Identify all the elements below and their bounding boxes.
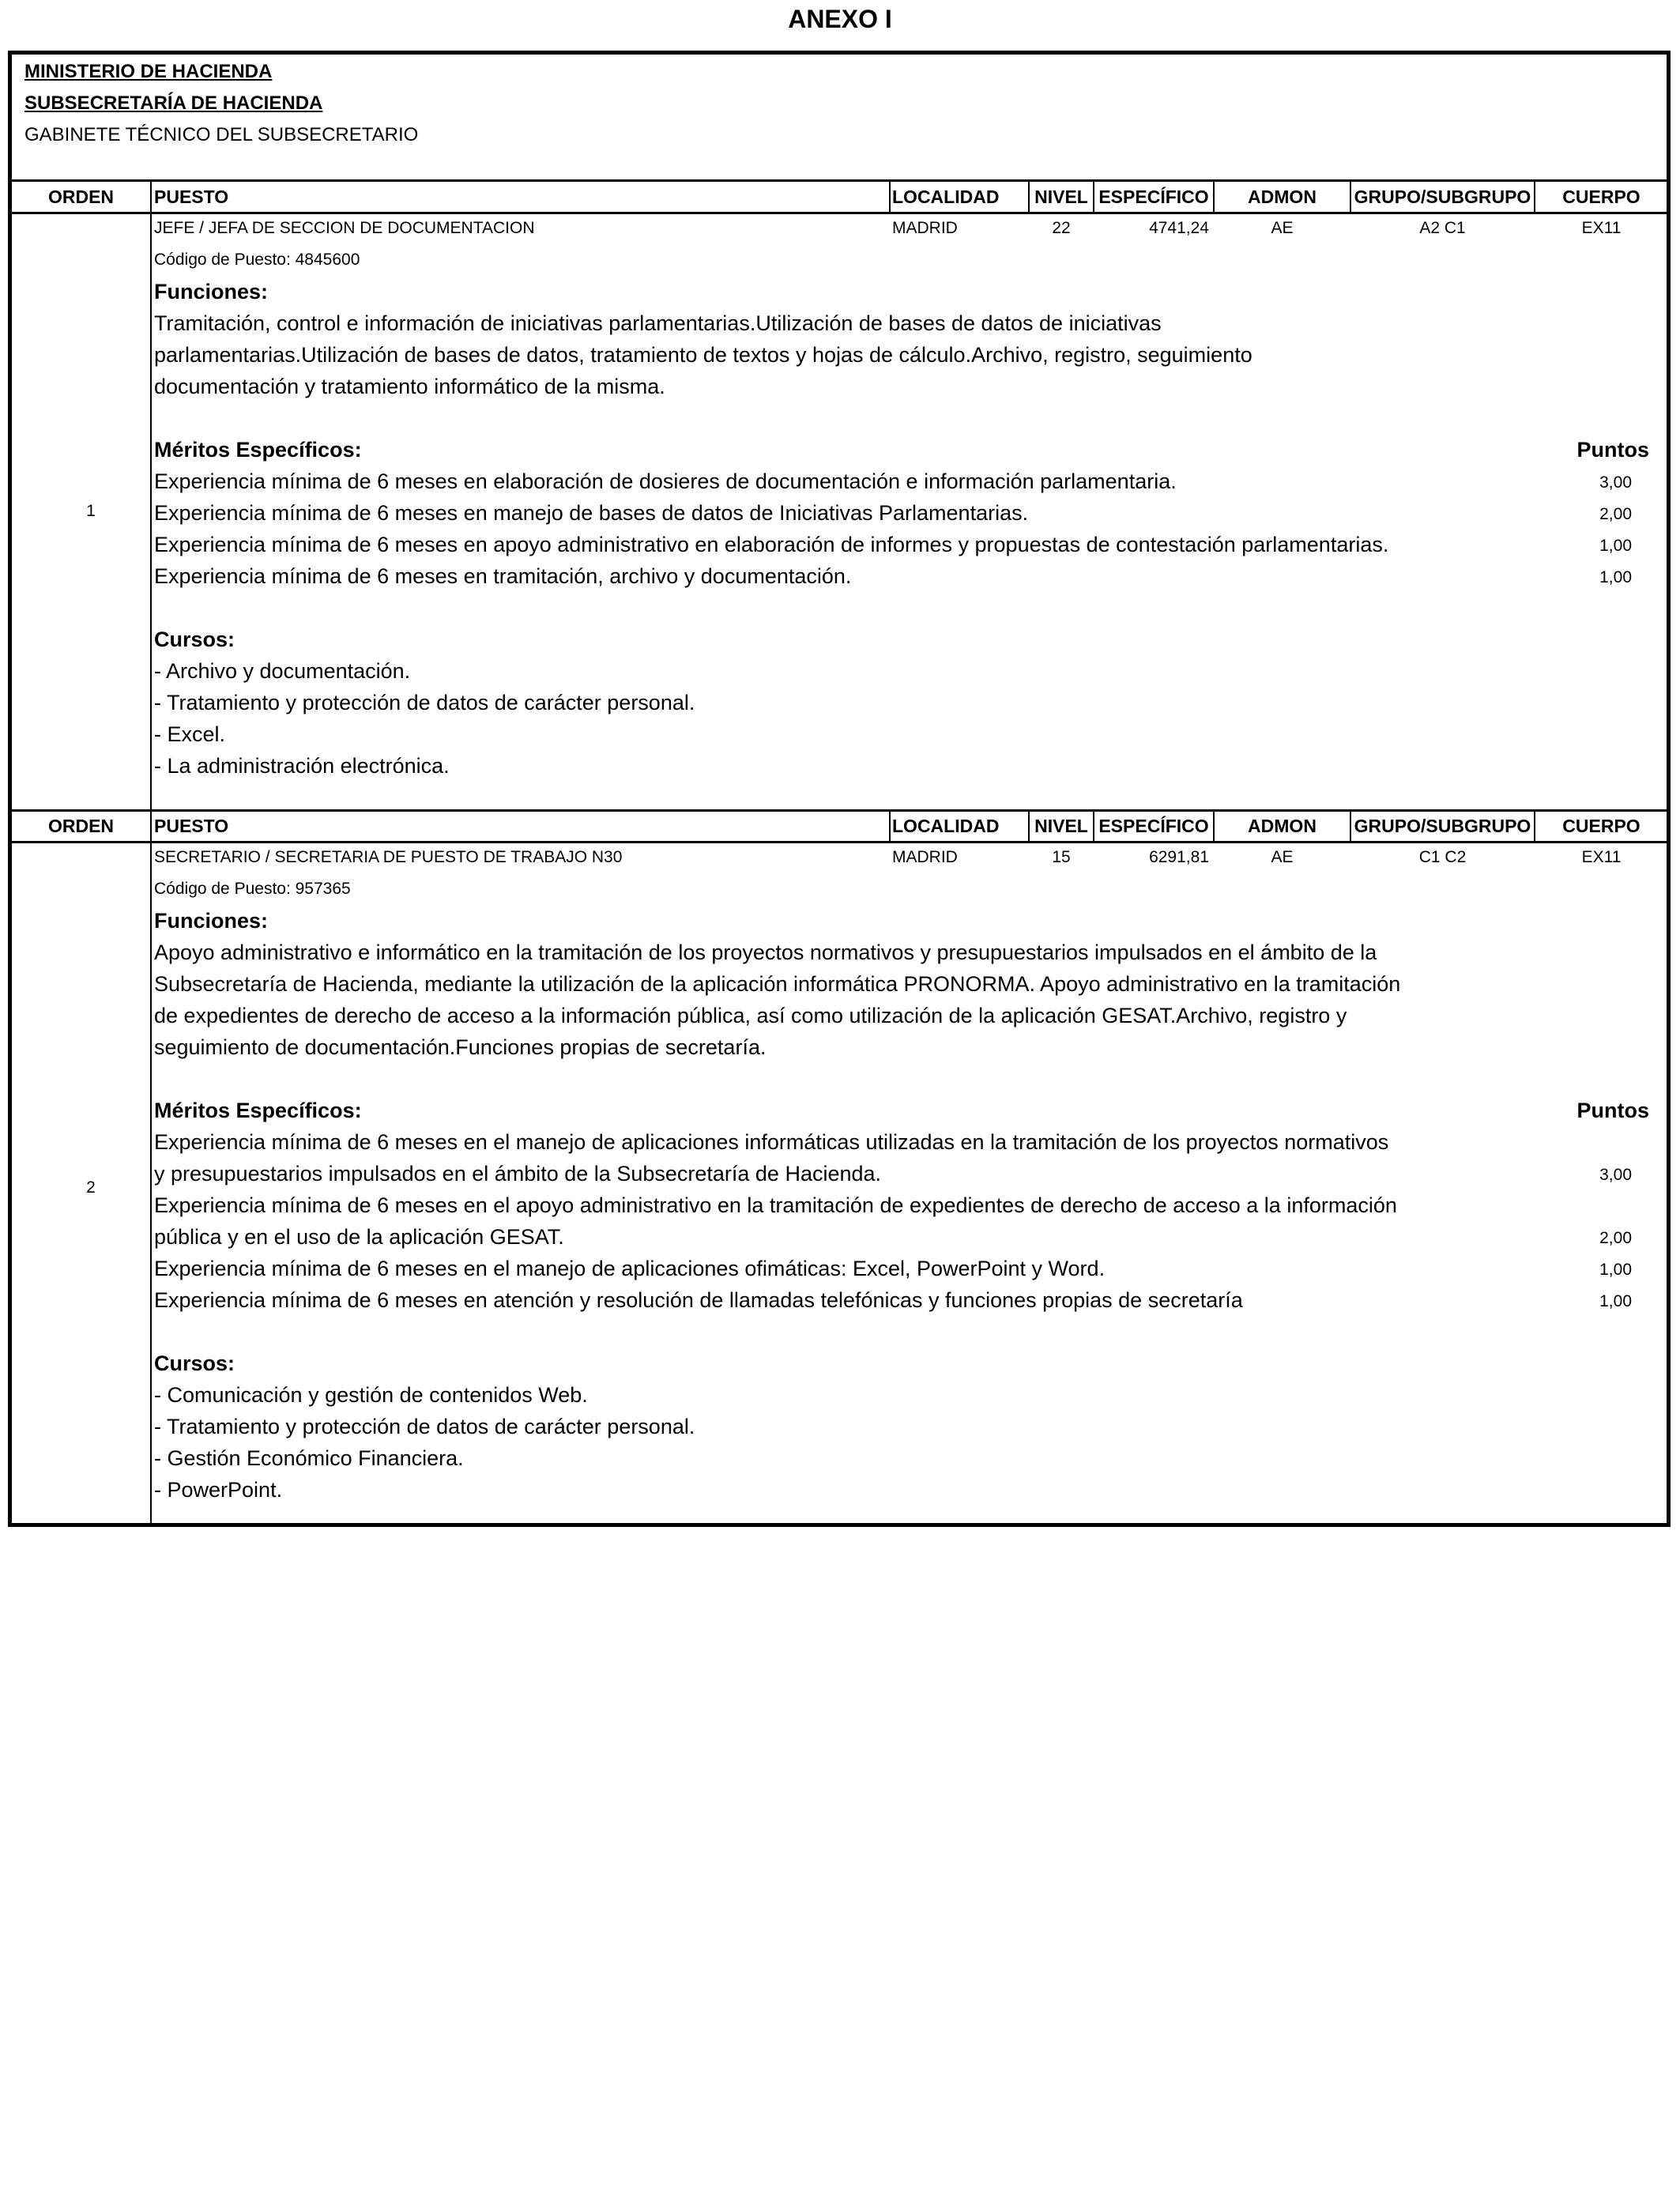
header-admon: ADMON	[1248, 816, 1317, 836]
merito-puntos: 3,00	[1599, 473, 1632, 492]
header-nivel: NIVEL	[1034, 816, 1088, 836]
header-divider	[889, 810, 891, 842]
header-top-rule	[12, 179, 1667, 182]
puntos-label: Puntos	[1576, 1099, 1649, 1122]
subsecretariat-name: SUBSECRETARÍA DE HACIENDA	[24, 92, 323, 114]
orden-number: 2	[86, 1178, 96, 1197]
puesto-localidad: MADRID	[892, 219, 958, 237]
header-especifico: ESPECÍFICO	[1098, 816, 1209, 836]
position-table	[8, 51, 1671, 1527]
header-nivel: NIVEL	[1034, 187, 1088, 207]
merito-line: pública y en el uso de la aplicación GESAT.	[154, 1225, 564, 1249]
funciones-line: Tramitación, control e información de iniciativas parlamentarias.Utilización de bases de datos de iniciativas	[154, 311, 1162, 335]
puesto-name: JEFE / JEFA DE SECCION DE DOCUMENTACION	[154, 219, 535, 237]
puesto-admon: AE	[1271, 219, 1294, 237]
curso-item: - Archivo y documentación.	[154, 659, 411, 683]
funciones-line: Subsecretaría de Hacienda, mediante la utilización de la aplicación informática PRONORMA. Apoyo administrativo en la tramitación	[154, 972, 1401, 996]
header-divider	[889, 181, 891, 213]
header-localidad: LOCALIDAD	[892, 187, 1000, 207]
curso-item: - PowerPoint.	[154, 1478, 283, 1502]
funciones-line: Apoyo administrativo e informático en la tramitación de los proyectos normativos y presupuestarios impulsados en el ámbito de la	[154, 941, 1377, 964]
puesto-nivel: 22	[1052, 219, 1071, 237]
header-orden: ORDEN	[47, 816, 115, 836]
puntos-label: Puntos	[1576, 438, 1649, 462]
header-especifico: ESPECÍFICO	[1098, 187, 1209, 207]
funciones-line: parlamentarias.Utilización de bases de datos, tratamiento de textos y hojas de cálculo.Archivo, registro, seguimiento	[154, 343, 1252, 367]
header-orden: ORDEN	[47, 187, 115, 207]
ministry-name: MINISTERIO DE HACIENDA	[24, 61, 273, 82]
funciones-line: de expedientes de derecho de acceso a la información pública, así como utilización de la aplicación GESAT.Archivo, registro y	[154, 1004, 1347, 1027]
curso-item: - Comunicación y gestión de contenidos Web.	[154, 1383, 588, 1407]
merito-puntos: 2,00	[1599, 1229, 1632, 1247]
puesto-grupo: A2 C1	[1419, 219, 1466, 237]
header-cuerpo: CUERPO	[1562, 816, 1640, 836]
merito-line: Experiencia mínima de 6 meses en elaboración de dosieres de documentación e información parlamentaria.	[154, 469, 1177, 493]
merito-line: Experiencia mínima de 6 meses en el manejo de aplicaciones informáticas utilizadas en la tramitación de los proyectos normativos	[154, 1130, 1389, 1154]
merito-line: y presupuestarios impulsados en el ámbito de la Subsecretaría de Hacienda.	[154, 1162, 882, 1186]
puesto-name: SECRETARIO / SECRETARIA DE PUESTO DE TRABAJO N30	[154, 848, 623, 866]
meritos-label: Méritos Específicos:	[154, 1099, 362, 1122]
merito-line: Experiencia mínima de 6 meses en el apoyo administrativo en la tramitación de expedientes de derecho de acceso a la información	[154, 1193, 1397, 1217]
document-title: ANEXO I	[788, 5, 892, 33]
merito-puntos: 1,00	[1599, 1261, 1632, 1279]
merito-line: Experiencia mínima de 6 meses en atención y resolución de llamadas telefónicas y funciones propias de secretaría	[154, 1288, 1243, 1312]
puesto-grupo: C1 C2	[1418, 848, 1467, 866]
puesto-cuerpo: EX11	[1581, 848, 1622, 866]
merito-line: Experiencia mínima de 6 meses en el manejo de aplicaciones ofimáticas: Excel, PowerPoint y Word.	[154, 1257, 1106, 1280]
funciones-label: Funciones:	[154, 280, 269, 303]
header-cuerpo: CUERPO	[1562, 187, 1640, 207]
puesto-localidad: MADRID	[892, 848, 958, 866]
puesto-especifico: 4741,24	[1149, 219, 1209, 237]
curso-item: - Gestión Económico Financiera.	[154, 1446, 464, 1470]
puesto-especifico: 6291,81	[1149, 848, 1209, 866]
cursos-label: Cursos:	[154, 628, 235, 651]
header-grupo: GRUPO/SUBGRUPO	[1354, 187, 1531, 207]
merito-line: Experiencia mínima de 6 meses en tramitación, archivo y documentación.	[154, 564, 852, 588]
merito-line: Experiencia mínima de 6 meses en manejo de bases de datos de Iniciativas Parlamentarias.	[154, 501, 1029, 525]
orden-column-divider	[150, 181, 152, 1527]
office-name: GABINETE TÉCNICO DEL SUBSECRETARIO	[24, 124, 419, 145]
curso-item: - La administración electrónica.	[154, 754, 450, 778]
merito-line: Experiencia mínima de 6 meses en apoyo administrativo en elaboración de informes y propuestas de contestación parlamentarias.	[154, 533, 1389, 556]
puesto-nivel: 15	[1052, 848, 1071, 866]
header-admon: ADMON	[1248, 187, 1317, 207]
merito-puntos: 3,00	[1599, 1166, 1632, 1184]
curso-item: - Excel.	[154, 722, 226, 746]
meritos-label: Méritos Específicos:	[154, 438, 362, 462]
merito-puntos: 1,00	[1599, 537, 1632, 555]
header-localidad: LOCALIDAD	[892, 816, 1000, 836]
merito-puntos: 1,00	[1599, 1292, 1632, 1310]
puesto-cuerpo: EX11	[1581, 219, 1622, 237]
puesto-codigo: Código de Puesto: 4845600	[154, 251, 360, 269]
funciones-label: Funciones:	[154, 909, 269, 933]
merito-puntos: 2,00	[1599, 505, 1632, 523]
curso-item: - Tratamiento y protección de datos de carácter personal.	[154, 691, 695, 714]
funciones-line: seguimiento de documentación.Funciones propias de secretaría.	[154, 1035, 767, 1059]
header-puesto: PUESTO	[154, 187, 229, 207]
puesto-admon: AE	[1271, 848, 1294, 866]
cursos-label: Cursos:	[154, 1351, 235, 1375]
funciones-line: documentación y tratamiento informático de la misma.	[154, 375, 665, 398]
header-grupo: GRUPO/SUBGRUPO	[1354, 816, 1531, 836]
puesto-codigo: Código de Puesto: 957365	[154, 880, 351, 898]
orden-number: 1	[86, 502, 96, 520]
merito-puntos: 1,00	[1599, 568, 1632, 586]
header-puesto: PUESTO	[154, 816, 229, 836]
curso-item: - Tratamiento y protección de datos de carácter personal.	[154, 1415, 695, 1438]
